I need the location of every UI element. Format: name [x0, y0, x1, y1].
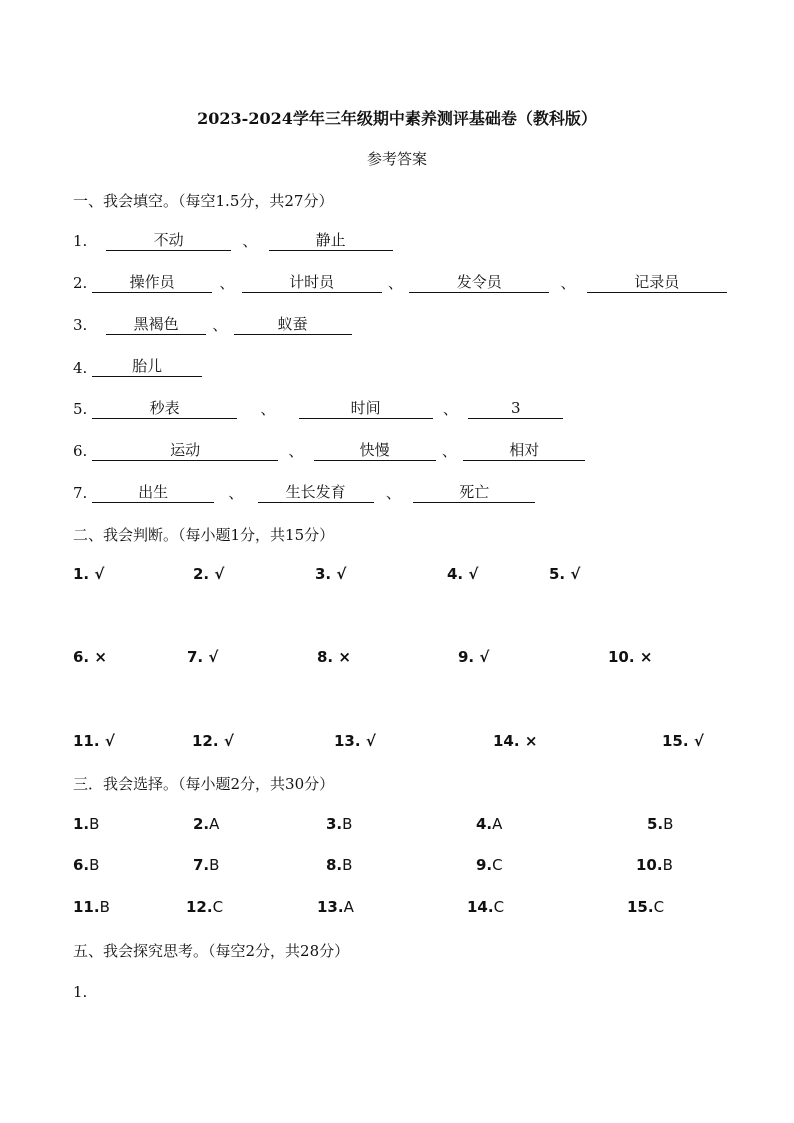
item-number: 5. — [647, 815, 664, 833]
item-number: 12. — [186, 898, 213, 916]
item-number: 7. — [187, 648, 204, 666]
choice-answer: B — [99, 898, 110, 916]
mc-item-3 — [326, 815, 352, 833]
choice-answer: A — [343, 898, 354, 916]
item-number: 2. — [193, 815, 210, 833]
answer-blank: 死亡 — [413, 482, 535, 503]
answer-blank: 时间 — [299, 398, 433, 419]
choice-answer: C — [492, 856, 503, 874]
cross-mark: × — [639, 648, 653, 666]
tf-item-14 — [493, 732, 537, 750]
answer-blank: 静止 — [269, 230, 393, 251]
item-number: 5. — [73, 400, 88, 418]
answer-blank: 记录员 — [587, 272, 727, 293]
item-number: 2. — [73, 274, 88, 292]
mc-item-11 — [73, 898, 110, 916]
tf-item-6 — [73, 648, 107, 666]
item-number: 4. — [73, 359, 88, 377]
fill-row-2 — [73, 272, 727, 296]
check-mark: √ — [693, 732, 704, 750]
answer-blank: 生长发育 — [258, 482, 374, 503]
mc-item-2 — [193, 815, 219, 833]
choice-answer: B — [342, 856, 353, 874]
answer-blank: 出生 — [92, 482, 214, 503]
check-mark: √ — [570, 565, 581, 583]
item-number: 15. — [662, 732, 689, 750]
answer-blank: 相对 — [463, 440, 585, 461]
cross-mark: × — [94, 648, 107, 666]
answer-blank: 秒表 — [92, 398, 237, 419]
fill-row-3 — [73, 314, 352, 338]
item-number: 10. — [636, 856, 663, 874]
choice-answer: C — [653, 898, 665, 916]
section-1-heading: 一、我会填空。（每空1.5分，共27分） — [73, 192, 334, 210]
tf-item-5 — [549, 565, 580, 583]
choice-answer: C — [212, 898, 224, 916]
item-number: 9. — [476, 856, 493, 874]
separator: 、 — [441, 442, 457, 460]
check-mark: √ — [223, 732, 234, 750]
item-number: 8. — [326, 856, 343, 874]
item-number: 15. — [627, 898, 654, 916]
page-subtitle: 参考答案 — [366, 150, 427, 168]
mc-item-12 — [186, 898, 223, 916]
tf-item-8 — [317, 648, 351, 666]
fill-row-5 — [73, 398, 563, 422]
tf-item-12 — [192, 732, 234, 750]
separator: 、 — [219, 274, 235, 292]
fill-row-1 — [73, 230, 393, 254]
item-number: 8. — [317, 648, 334, 666]
separator: 、 — [242, 232, 258, 250]
mc-item-15 — [627, 898, 664, 916]
tf-item-4 — [447, 565, 478, 583]
item-number: 9. — [458, 648, 475, 666]
choice-answer: B — [209, 856, 220, 874]
item-number: 14. — [493, 732, 520, 750]
choice-answer: B — [89, 856, 100, 874]
item-number: 1. — [73, 232, 88, 250]
tf-item-15 — [662, 732, 704, 750]
mc-item-4 — [476, 815, 502, 833]
section-5-item-1: 1. — [73, 983, 88, 1001]
answer-blank: 发令员 — [409, 272, 549, 293]
section-3-heading: 三．我会选择。（每小题2分，共30分） — [73, 775, 335, 793]
check-mark: √ — [479, 648, 490, 666]
choice-answer: A — [492, 815, 503, 833]
mc-item-8 — [326, 856, 352, 874]
check-mark: √ — [208, 648, 219, 666]
item-number: 6. — [73, 648, 90, 666]
mc-item-13 — [317, 898, 354, 916]
item-number: 2. — [193, 565, 210, 583]
check-mark: √ — [104, 732, 115, 750]
item-number: 11. — [73, 898, 100, 916]
fill-row-4 — [73, 356, 202, 380]
tf-item-1 — [73, 565, 104, 583]
separator: 、 — [387, 274, 403, 292]
tf-item-7 — [187, 648, 218, 666]
mc-item-10 — [636, 856, 673, 874]
item-number: 1. — [73, 565, 90, 583]
mc-item-1 — [73, 815, 99, 833]
answer-blank: 快慢 — [314, 440, 436, 461]
fill-row-7 — [73, 482, 535, 506]
mc-item-7 — [193, 856, 219, 874]
tf-item-3 — [315, 565, 346, 583]
answer-blank: 3 — [468, 398, 563, 419]
separator: 、 — [442, 400, 458, 418]
mc-item-9 — [476, 856, 503, 874]
item-number: 1. — [73, 815, 90, 833]
item-number: 12. — [192, 732, 219, 750]
separator: 、 — [560, 274, 576, 292]
check-mark: √ — [214, 565, 225, 583]
cross-mark: × — [338, 648, 351, 666]
tf-item-10 — [608, 648, 652, 666]
item-number: 6. — [73, 856, 90, 874]
item-number: 7. — [193, 856, 210, 874]
page-title: 2023-2024学年三年级期中素养测评基础卷（教科版） — [197, 109, 597, 128]
answer-blank: 不动 — [106, 230, 231, 251]
choice-answer: A — [209, 815, 220, 833]
section-5-heading: 五、我会探究思考。（每空2分，共28分） — [73, 942, 350, 960]
separator: 、 — [385, 484, 401, 502]
item-number: 10. — [608, 648, 635, 666]
item-number: 4. — [476, 815, 493, 833]
answer-blank: 胎儿 — [92, 356, 202, 377]
answer-blank: 蚁蚕 — [234, 314, 352, 335]
choice-answer: C — [493, 898, 505, 916]
mc-item-5 — [647, 815, 673, 833]
separator: 、 — [260, 400, 276, 418]
choice-answer: B — [342, 815, 353, 833]
answer-blank: 运动 — [92, 440, 278, 461]
answer-blank: 计时员 — [242, 272, 382, 293]
answer-blank: 操作员 — [92, 272, 212, 293]
check-mark: √ — [336, 565, 347, 583]
item-number: 4. — [447, 565, 464, 583]
separator: 、 — [228, 484, 244, 502]
section-2-heading: 二、我会判断。（每小题1分，共15分） — [73, 526, 335, 544]
item-number: 3. — [326, 815, 343, 833]
tf-item-9 — [458, 648, 489, 666]
answer-blank: 黑褐色 — [106, 314, 206, 335]
item-number: 6. — [73, 442, 88, 460]
fill-row-6 — [73, 440, 585, 464]
item-number: 3. — [315, 565, 332, 583]
tf-item-11 — [73, 732, 115, 750]
item-number: 7. — [73, 484, 88, 502]
item-number: 13. — [317, 898, 344, 916]
item-number: 3. — [73, 316, 88, 334]
separator: 、 — [212, 316, 228, 334]
mc-item-6 — [73, 856, 99, 874]
item-number: 5. — [549, 565, 566, 583]
check-mark: √ — [94, 565, 105, 583]
tf-item-13 — [334, 732, 376, 750]
cross-mark: × — [524, 732, 538, 750]
choice-answer: B — [663, 815, 674, 833]
item-number: 11. — [73, 732, 100, 750]
check-mark: √ — [468, 565, 479, 583]
mc-item-14 — [467, 898, 504, 916]
check-mark: √ — [365, 732, 376, 750]
item-number: 14. — [467, 898, 494, 916]
choice-answer: B — [89, 815, 100, 833]
item-number: 13. — [334, 732, 361, 750]
choice-answer: B — [662, 856, 673, 874]
tf-item-2 — [193, 565, 224, 583]
separator: 、 — [288, 442, 304, 460]
